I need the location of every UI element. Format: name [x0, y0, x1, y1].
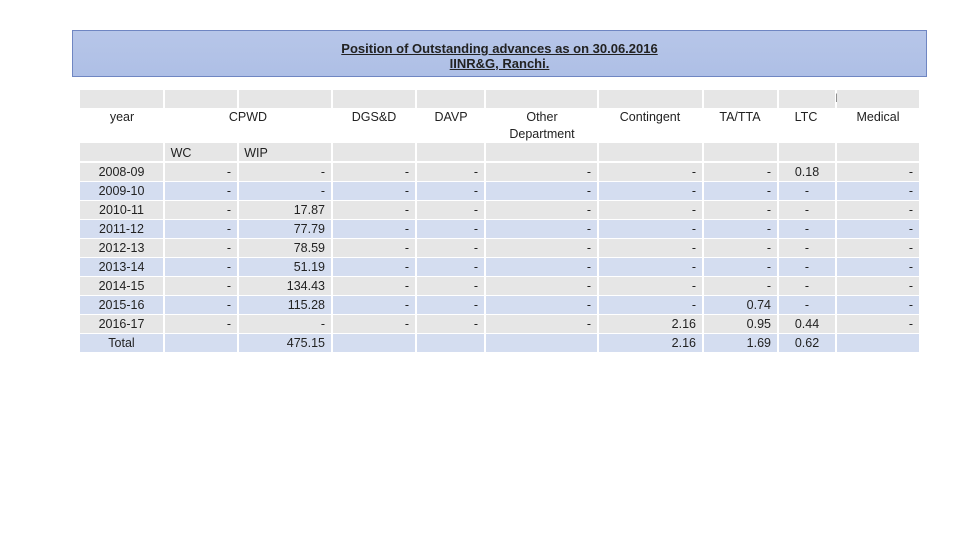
header-band	[779, 90, 835, 108]
cell-davp: -	[417, 163, 484, 181]
table-title-banner	[72, 30, 927, 77]
cell-contingent: -	[599, 296, 702, 314]
cell-wip: 78.59	[239, 239, 331, 257]
cell-other: -	[486, 163, 597, 181]
header-band	[486, 90, 597, 108]
header-band	[704, 143, 777, 161]
cell-medical: -	[837, 239, 919, 257]
header-band	[417, 90, 484, 108]
cell-year: 2016-17	[80, 315, 163, 333]
cell-ltc: 0.18	[779, 163, 835, 181]
header-dgsd: DGS&D	[351, 110, 397, 124]
cell-contingent: -	[599, 182, 702, 200]
cell-dgsd: -	[333, 220, 415, 238]
cell-wip: -	[239, 163, 331, 181]
cell-year: 2010-11	[80, 201, 163, 219]
cell-wip: 77.79	[239, 220, 331, 238]
cell-ltc: -	[779, 258, 835, 276]
cell-wc: -	[165, 239, 237, 257]
cell-year: Total	[80, 334, 163, 352]
cell-wip: -	[239, 182, 331, 200]
cell-davp: -	[417, 296, 484, 314]
header-wc: WC	[170, 146, 192, 160]
cell-year: 2011-12	[80, 220, 163, 238]
header-band	[837, 143, 919, 161]
cell-medical: -	[837, 277, 919, 295]
cell-davp: -	[417, 239, 484, 257]
cell-year: 2009-10	[80, 182, 163, 200]
header-wip: WIP	[244, 146, 268, 160]
cell-dgsd: -	[333, 182, 415, 200]
header-other: Other	[526, 110, 558, 124]
cell-medical: -	[837, 315, 919, 333]
header-ta-tta: TA/TTA	[719, 110, 761, 124]
cell-wc: -	[165, 296, 237, 314]
header-band	[837, 90, 919, 108]
cell-tatta: -	[704, 163, 777, 181]
cell-dgsd: -	[333, 277, 415, 295]
cell-other: -	[486, 258, 597, 276]
cell-medical: -	[837, 296, 919, 314]
cell-dgsd: -	[333, 296, 415, 314]
header-band	[599, 143, 702, 161]
cell-wip: -	[239, 315, 331, 333]
cell-tatta: -	[704, 258, 777, 276]
header-band	[333, 90, 415, 108]
header-year: year	[109, 110, 135, 124]
cell-other: -	[486, 201, 597, 219]
header-contingent: Contingent	[619, 110, 681, 124]
header-medical: Medical	[856, 110, 900, 124]
cell-tatta: 0.74	[704, 296, 777, 314]
header-band	[704, 90, 777, 108]
cell-davp: -	[417, 201, 484, 219]
cell-wip: 51.19	[239, 258, 331, 276]
cell-contingent: 2.16	[599, 315, 702, 333]
cell-ltc: -	[779, 239, 835, 257]
cell-dgsd: -	[333, 315, 415, 333]
header-band	[486, 143, 597, 161]
cell-other: -	[486, 296, 597, 314]
cell-davp: -	[417, 258, 484, 276]
cell-wc: -	[165, 163, 237, 181]
header-other-department: Department	[509, 127, 575, 141]
cell-wip: 134.43	[239, 277, 331, 295]
header-band	[333, 143, 415, 161]
cell-contingent: -	[599, 277, 702, 295]
cell-davp: -	[417, 277, 484, 295]
cell-medical: -	[837, 220, 919, 238]
cell-ltc: -	[779, 220, 835, 238]
cell-year: 2014-15	[80, 277, 163, 295]
cell-tatta: -	[704, 220, 777, 238]
cell-other: -	[486, 239, 597, 257]
table-title: Position of Outstanding advances as on 30.06.2016	[341, 41, 658, 56]
cell-medical: -	[837, 182, 919, 200]
cell-dgsd	[333, 334, 415, 352]
header-band	[599, 90, 702, 108]
cell-wc: -	[165, 182, 237, 200]
cell-wip: 115.28	[239, 296, 331, 314]
cell-other: -	[486, 182, 597, 200]
cell-ltc: -	[779, 277, 835, 295]
cell-davp: -	[417, 182, 484, 200]
header-davp: DAVP	[434, 110, 468, 124]
cell-davp: -	[417, 220, 484, 238]
cell-ltc: 0.62	[779, 334, 835, 352]
cell-year: 2008-09	[80, 163, 163, 181]
cell-medical: -	[837, 201, 919, 219]
cell-davp: -	[417, 315, 484, 333]
cell-dgsd: -	[333, 239, 415, 257]
cell-wc: -	[165, 220, 237, 238]
cell-tatta: 0.95	[704, 315, 777, 333]
cell-other: -	[486, 277, 597, 295]
cell-medical: -	[837, 163, 919, 181]
cell-contingent: -	[599, 163, 702, 181]
cell-wc: -	[165, 315, 237, 333]
cell-ltc: -	[779, 296, 835, 314]
table-subtitle: IINR&G, Ranchi.	[449, 56, 550, 71]
cell-ltc: -	[779, 182, 835, 200]
cell-contingent: 2.16	[599, 334, 702, 352]
cell-wip: 17.87	[239, 201, 331, 219]
cell-tatta: -	[704, 182, 777, 200]
cell-tatta: -	[704, 277, 777, 295]
cell-contingent: -	[599, 220, 702, 238]
cell-davp	[417, 334, 484, 352]
cell-other	[486, 334, 597, 352]
cell-wc	[165, 334, 237, 352]
cell-ltc: 0.44	[779, 315, 835, 333]
header-band	[417, 143, 484, 161]
header-band	[779, 143, 835, 161]
cell-dgsd: -	[333, 201, 415, 219]
cell-wc: -	[165, 201, 237, 219]
cell-contingent: -	[599, 201, 702, 219]
cell-other: -	[486, 220, 597, 238]
cell-tatta: -	[704, 201, 777, 219]
cell-dgsd: -	[333, 258, 415, 276]
header-cpwd: CPWD	[228, 110, 268, 124]
cell-year: 2015-16	[80, 296, 163, 314]
cell-contingent: -	[599, 239, 702, 257]
cell-year: 2012-13	[80, 239, 163, 257]
cell-medical: -	[837, 258, 919, 276]
cell-tatta: -	[704, 239, 777, 257]
cell-dgsd: -	[333, 163, 415, 181]
cell-wc: -	[165, 258, 237, 276]
cell-medical	[837, 334, 919, 352]
cell-year: 2013-14	[80, 258, 163, 276]
cell-contingent: -	[599, 258, 702, 276]
header-band	[165, 90, 237, 108]
header-ltc: LTC	[794, 110, 818, 124]
cell-ltc: -	[779, 201, 835, 219]
header-band	[80, 90, 163, 108]
cell-wc: -	[165, 277, 237, 295]
cell-wip: 475.15	[239, 334, 331, 352]
header-band	[239, 90, 331, 108]
cell-tatta: 1.69	[704, 334, 777, 352]
cell-other: -	[486, 315, 597, 333]
